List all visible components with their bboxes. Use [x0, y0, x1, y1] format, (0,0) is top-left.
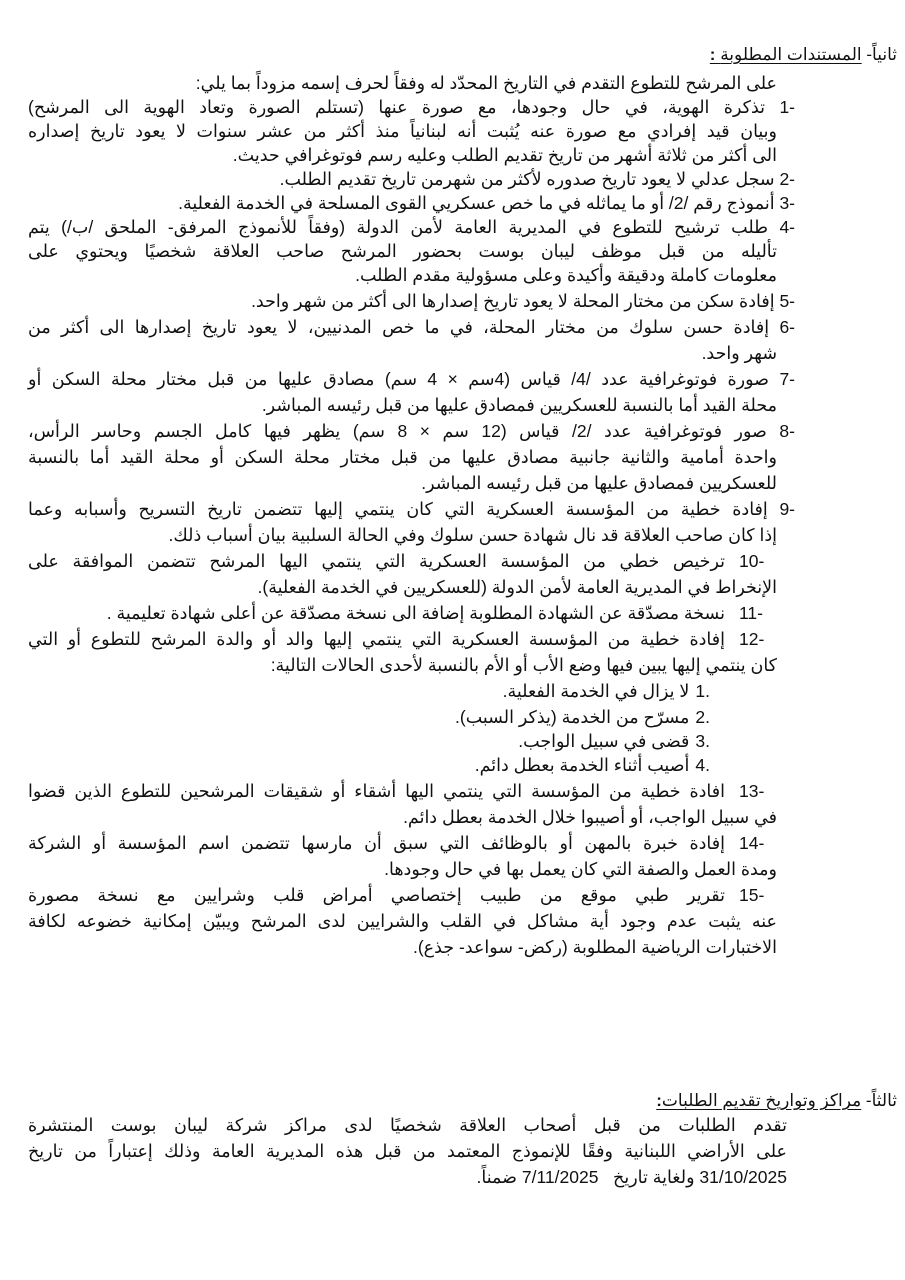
item-13-line-2: في سبيل الواجب، أو أصيبوا خلال الخدمة بعطل دائم.	[403, 807, 777, 827]
item-15-line-2: عنه يثبت عدم وجود أية مشاكل في القلب والشرايين لدى المرشح ويبيّن إمكانية خضوعه لكافة	[28, 911, 777, 931]
item-12-subitem-1: 1.لا يزال في الخدمة الفعلية.	[502, 681, 710, 701]
section2-heading	[710, 44, 897, 66]
item-13-number: 13-	[739, 781, 765, 801]
item-12-subitem-3: 3.قضى في سبيل الواجب.	[518, 731, 710, 751]
section3-heading-title: مراكز وتواريخ تقديم الطلبات:	[656, 1091, 862, 1110]
item-1-line-3: الى أكثر من ثلاثة أشهر من تاريخ تقديم الطلب وعليه رسم فوتوغرافي حديث.	[232, 145, 777, 165]
item-3: 3- أنموذج رقم /2/ أو ما يماثله في ما خص عسكريي القوى المسلحة في الخدمة الفعلية.	[178, 193, 795, 213]
item-7-line-1: 7- صورة فوتوغرافية عدد /4/ قياس (4سم × 4 سم) مصادق عليها من قبل مختار محلة السكن أو	[28, 369, 796, 389]
item-12-line-1: إفادة خطية من المؤسسة العسكرية التي ينتمي إليها والد أو والدة المرشح للتطوع أو التي	[28, 629, 725, 649]
section3-line-1: تقدم الطلبات من قبل أصحاب العلاقة شخصيًا لدى مراكز شركة ليبان بوست المنتشرة	[28, 1115, 787, 1135]
section2-intro: على المرشح للتطوع التقدم في التاريخ المحدّد له وفقاً لحرف إسمه مزوداً بما يلي:	[195, 73, 777, 93]
item-8-line-3: للعسكريين فمصادق عليها من قبل رئيسه المباشر.	[421, 473, 777, 493]
item-1-line-1: 1- تذكرة الهوية، في حال وجودها، مع صورة عنها (تستلم الصورة وتعاد الهوية الى المرشح)	[28, 97, 795, 117]
section3-heading	[656, 1090, 897, 1112]
item-6-line-1: 6- إفادة حسن سلوك من مختار المحلة، في ما خص المدنيين، لا يعود تاريخ إصدارها الى أكثر من	[28, 317, 795, 337]
item-14-line-1: إفادة خبرة بالمهن أو بالوظائف التي سبق أن مارسها تتضمن اسم المؤسسة أو الشركة	[28, 833, 725, 853]
item-13-line-1: افادة خطية من المؤسسة التي ينتمي اليها أشقاء أو شقيقات المرشحين للتطوع الذين قضوا	[28, 781, 725, 801]
item-10-number: 10-	[739, 551, 765, 571]
item-7-line-2: محلة القيد أما بالنسبة للعسكريين فمصادق عليها من قبل رئيسه المباشر.	[261, 395, 777, 415]
item-4-line-2: تأليله من قبل موظف ليبان بوست بحضور المرشح صاحب العلاقة شخصيًا ويحتوي على	[28, 241, 777, 261]
item-12-subitem-2: 2.مسرّح من الخدمة (يذكر السبب).	[455, 707, 710, 727]
item-15-number: 15-	[739, 885, 765, 905]
item-4-line-1: 4- طلب ترشيح للتطوع في المديرية العامة لأمن الدولة (وفقاً للأنموذج المرفق- الملحق /ب/) يتم	[28, 217, 796, 237]
item-9-line-2: إذا كان صاحب العلاقة قد نال شهادة حسن سلوك وفي الحالة السلبية بيان أسباب ذلك.	[168, 525, 777, 545]
item-8-line-1: 8- صور فوتوغرافية عدد /2/ قياس (12 سم × 8 سم) يظهر فيها كامل الجسم وحاسر الرأس،	[28, 421, 795, 441]
item-15-line-3: الاختبارات الرياضية المطلوبة (ركض- سواعد- جذع).	[412, 937, 777, 957]
until-text: ولغاية تاريخ	[613, 1167, 695, 1187]
section2-heading-prefix: ثانياً-	[861, 45, 897, 64]
item-15-line-1: تقرير طبي موقع من طبيب إختصاصي أمراض قلب وشرايين مع نسخة مصورة	[28, 885, 725, 905]
item-6-line-2: شهر واحد.	[701, 343, 777, 363]
item-9-line-1: 9- إفادة خطية من المؤسسة العسكرية التي كان ينتمي إليها تتضمن تاريخ التسريح وأسبابه وعما	[28, 499, 795, 519]
item-14-number: 14-	[739, 833, 765, 853]
item-11-number: 11-	[739, 603, 763, 623]
item-10-line-1: ترخيص خطي من المؤسسة العسكرية التي ينتمي اليها المرشح تتضمن الموافقة على	[28, 551, 725, 571]
item-12-number: 12-	[739, 629, 765, 649]
item-10-line-2: الإنخراط في المديرية العامة لأمن الدولة (للعسكريين في الخدمة الفعلية).	[257, 577, 777, 597]
item-1-line-2: وبيان قيد إفرادي مع صورة عنه يُثبت أنه لبنانياً منذ أكثر من عشر سنوات لا يعود تاريخ إصداره	[28, 121, 777, 141]
item-8-line-2: واحدة أمامية والثانية جانبية مصادق عليها من قبل مختار محلة السكن أو محلة القيد أما بالنسبة	[28, 447, 777, 467]
item-12-line-2: كان ينتمي إليها يبين فيها وضع الأب أو الأم بالنسبة لأحدى الحالات التالية:	[270, 655, 777, 675]
item-14-line-2: ومدة العمل والصفة التي كان يعمل بها في حال وجودها.	[384, 859, 777, 879]
date-from: 31/10/2025	[699, 1167, 787, 1187]
section2-heading-title: المستندات المطلوبة :	[709, 45, 862, 64]
item-11-line-1: نسخة مصدّقة عن الشهادة المطلوبة إضافة الى نسخة مصدّقة عن أعلى شهادة تعليمية .	[106, 603, 725, 623]
section3-line-2: على الأراضي اللبنانية وفقًا للإنموذج المعتمد من قبل هذه المديرية العامة وذلك إعتباراً من تاريخ	[28, 1141, 787, 1161]
inclusive-suffix: ضمناً.	[476, 1167, 517, 1187]
item-2: 2- سجل عدلي لا يعود تاريخ صدوره لأكثر من شهرمن تاريخ تقديم الطلب.	[279, 169, 795, 189]
item-5: 5- إفادة سكن من مختار المحلة لا يعود تاريخ إصدارها الى أكثر من شهر واحد.	[251, 291, 795, 311]
date-to: 7/11/2025	[521, 1167, 599, 1187]
item-12-subitem-4: 4.أصيب أثناء الخدمة بعطل دائم.	[474, 755, 710, 775]
section3-line-3	[477, 1166, 787, 1188]
section3-heading-prefix: ثالثاً-	[861, 1091, 897, 1110]
item-4-line-3: معلومات كاملة ودقيقة وأكيدة وعلى مسؤولية مقدم الطلب.	[355, 265, 777, 285]
